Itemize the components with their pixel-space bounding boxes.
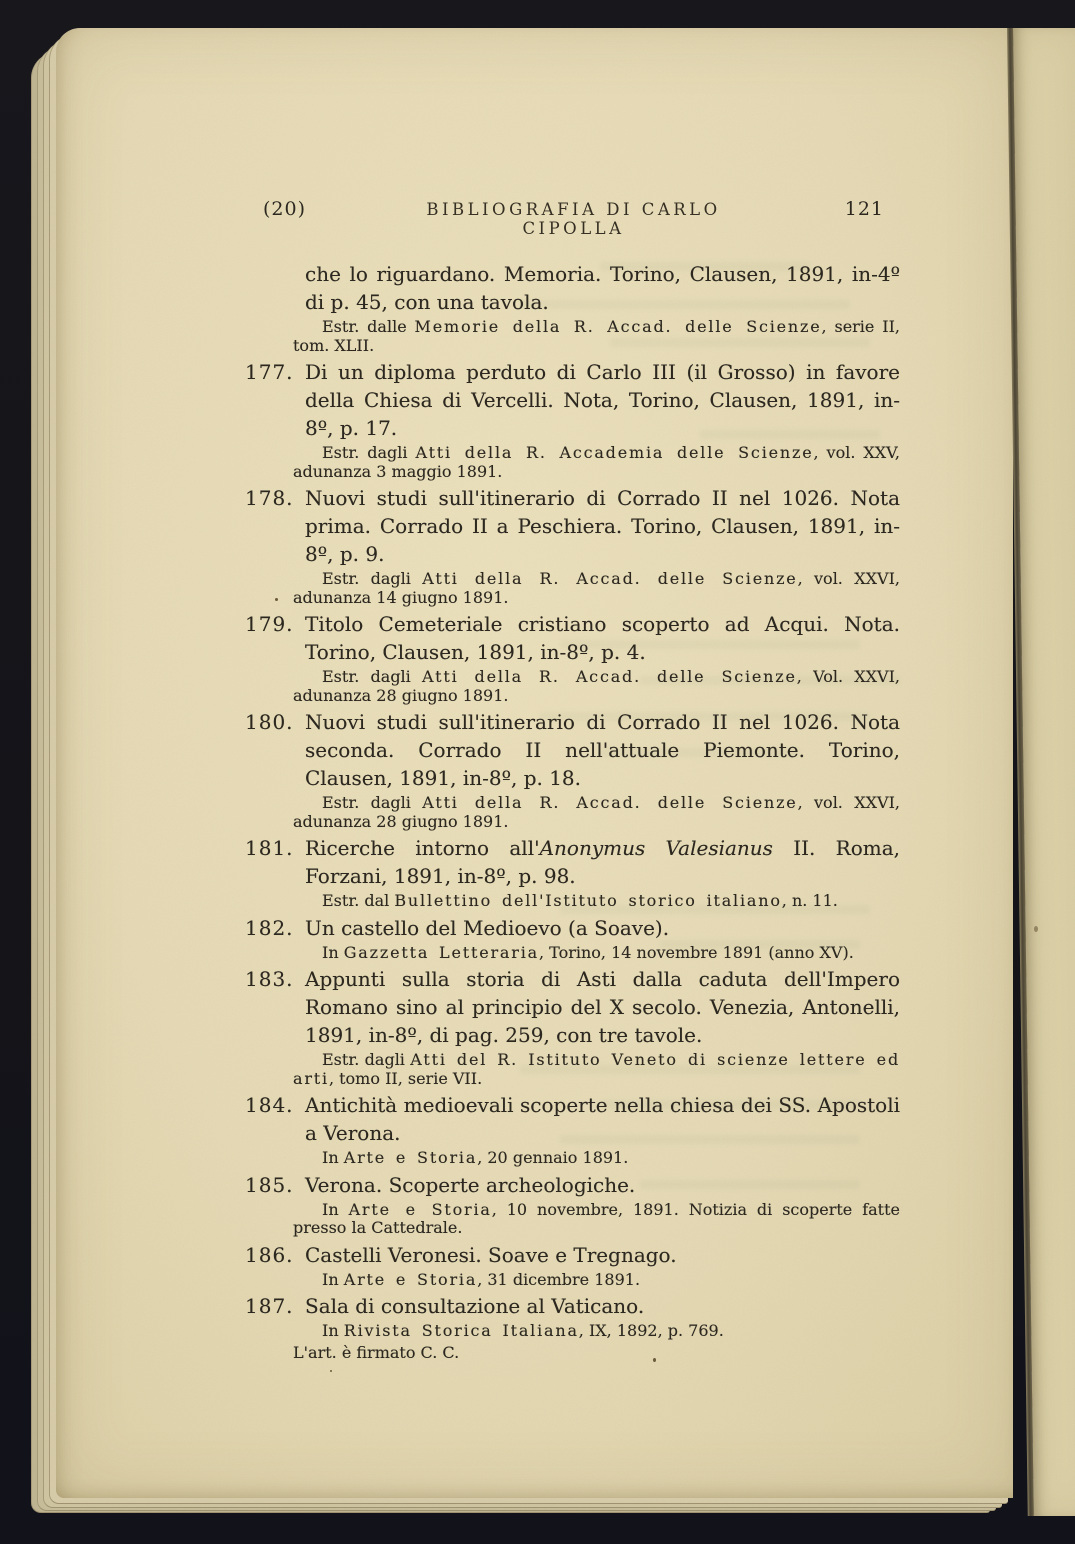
text-segment: Verona. Scoperte archeologiche. — [305, 1172, 636, 1197]
entry-title — [305, 360, 900, 440]
entry-note — [293, 570, 900, 607]
entry-number: 186. — [245, 1242, 294, 1267]
text-segment: Atti del R. Istituto Veneto di scienze lettere ed arti — [293, 1050, 900, 1088]
entry-title — [305, 262, 900, 314]
bibliography-entry — [245, 834, 900, 911]
entry-number: 182. — [245, 915, 294, 940]
bibliography-entry — [245, 484, 900, 607]
entry-number: 184. — [245, 1093, 294, 1117]
text-segment: In — [322, 942, 344, 962]
entry-title — [305, 710, 900, 790]
entry-title — [305, 836, 900, 888]
entry-number: 187. — [245, 1294, 294, 1318]
entry-note — [293, 668, 900, 705]
bibliography-entry — [245, 1171, 900, 1238]
text-segment: Antichità medioevali scoperte nella chiesa dei SS. Apostoli a Verona. — [305, 1093, 900, 1145]
text-segment: Castelli Veronesi. Soave e Tregnago. — [305, 1242, 677, 1267]
text-segment: L'art. è firmato C. C. — [293, 1342, 460, 1362]
text-segment: Sala di consultazione al Vaticano. — [305, 1294, 645, 1318]
entry-note — [293, 1051, 900, 1088]
entry-number: 179. — [245, 612, 294, 636]
text-segment: Atti della R. Accademia delle Scienze — [415, 443, 814, 462]
text-segment: , vol. XXVI, adunanza 28 giugno 1891. — [293, 793, 900, 831]
text-segment: , tomo II, serie VII. — [328, 1068, 483, 1088]
bibliography-entry — [245, 358, 900, 481]
text-segment: Estr. dal — [322, 891, 395, 910]
text-segment: , 31 dicembre 1891. — [477, 1269, 641, 1289]
text-segment: Nuovi studi sull'itinerario di Corrado II nel 1026. Nota prima. Corrado II a Peschiera. Torino, Clausen, 1891, in-8º, p. 9. — [305, 486, 900, 566]
entry-title — [305, 967, 900, 1047]
entry-number: 183. — [245, 967, 294, 991]
entry-note — [293, 794, 900, 831]
text-segment: Arte e Storia — [348, 1199, 492, 1219]
text-segment: Anonymus Valesianus — [539, 836, 773, 860]
entry-note — [293, 1149, 900, 1168]
entry-note — [293, 1201, 900, 1238]
entry-note — [293, 1322, 900, 1341]
text-segment: Atti della R. Accad. delle Scienze — [422, 667, 797, 686]
text-segment: Arte e Storia — [343, 1148, 478, 1167]
text-segment: Ricerche intorno all' — [305, 836, 540, 860]
text-segment: , vol. XXVI, adunanza 14 giugno 1891. — [293, 569, 900, 607]
text-segment: Estr. dagli — [322, 443, 416, 462]
running-head — [245, 198, 900, 238]
text-segment: , 20 gennaio 1891. — [477, 1148, 629, 1167]
text-segment: Rivista Storica Italiana — [343, 1321, 579, 1340]
text-segment: Bullettino dell'Istituto storico italiano — [394, 891, 782, 910]
entry-title — [305, 486, 900, 566]
text-segment: , Vol. XXVI, adunanza 28 giugno 1891. — [293, 667, 901, 705]
bibliography-entry — [245, 914, 900, 963]
text-segment: Titolo Cemeteriale cristiano scoperto ad Acqui. Nota. Torino, Clausen, 1891, in-8º, p. 4. — [305, 612, 900, 664]
text-segment: Arte e Storia — [343, 1269, 478, 1289]
entry-number: 178. — [245, 486, 294, 510]
text-segment: che lo riguardano. Memoria. Torino, Clausen, 1891, in-4º di p. 45, con una tavola. — [305, 262, 900, 314]
bibliography-entry — [245, 708, 900, 831]
bibliography-entry — [245, 1091, 900, 1168]
entry-number: 177. — [245, 360, 294, 384]
text-segment: In — [322, 1148, 344, 1167]
entry-title — [305, 612, 900, 664]
bibliography-entry — [245, 1241, 900, 1290]
text-segment: In — [322, 1199, 349, 1219]
entry-note — [293, 892, 900, 911]
text-segment: , n. 11. — [781, 891, 838, 910]
text-segment: , 10 novembre, 1891. Notizia di scoperte fatte presso la Cattedrale. — [293, 1199, 900, 1237]
paper-speck — [1034, 926, 1038, 932]
entry-note — [293, 1344, 900, 1363]
text-segment: , serie II, tom. XLII. — [293, 317, 900, 355]
text-segment: , IX, 1892, p. 769. — [578, 1321, 724, 1340]
bibliography-entry — [245, 1292, 900, 1362]
entry-note — [293, 444, 900, 481]
text-segment: Gazzetta Letteraria — [343, 942, 539, 962]
text-segment: , Torino, 14 novembre 1891 (anno XV). — [538, 942, 854, 962]
entry-title — [305, 1294, 644, 1318]
entry-note — [293, 1271, 900, 1290]
running-title: BIBLIOGRAFIA DI CARLO CIPOLLA — [426, 200, 721, 238]
text-segment: Un castello del Medioevo (a Soave). — [305, 915, 670, 940]
page-signature: (20) — [263, 198, 307, 220]
book-page — [56, 28, 1013, 1498]
text-segment: Estr. dalle — [322, 317, 415, 336]
entry-title — [305, 1093, 900, 1145]
entry-number: 185. — [245, 1172, 294, 1197]
paper-speck — [330, 1370, 332, 1372]
entry-title — [305, 1243, 677, 1267]
text-segment: Nuovi studi sull'itinerario di Corrado II nel 1026. Nota seconda. Corrado II nell'attuale Piemonte. Torino, Clausen, 1891, in-8º, p. 18. — [305, 710, 900, 790]
text-segment: , vol. XXV, adunanza 3 maggio 1891. — [293, 443, 901, 481]
bibliography-entry-continuation — [245, 260, 900, 355]
book-gutter — [1007, 28, 1075, 1516]
text-segment: Memorie della R. Accad. delle Scienze — [414, 317, 822, 336]
text-segment: Atti della R. Accad. delle Scienze — [422, 793, 798, 812]
text-segment: Di un diploma perduto di Carlo III (il Grosso) in favore della Chiesa di Vercelli. Nota, Torino, Clausen, 1891, in-8º, p. 17. — [305, 360, 900, 440]
text-segment: Atti della R. Accad. delle Scienze — [422, 569, 798, 588]
page-number: 121 — [844, 198, 884, 220]
bibliography-entry — [245, 965, 900, 1088]
entry-note — [293, 944, 900, 963]
entry-number: 180. — [245, 710, 294, 734]
text-segment: In — [322, 1269, 344, 1289]
text-segment: Estr. dagli — [322, 1050, 411, 1069]
entry-list — [245, 260, 900, 1362]
text-segment: II. Roma, Forzani, 1891, in-8º, p. 98. — [305, 836, 901, 888]
entry-title — [305, 1173, 635, 1197]
bibliography-entry — [245, 610, 900, 705]
text-segment: Estr. dagli — [322, 569, 423, 588]
page-text-block — [245, 198, 900, 1365]
entry-number: 181. — [245, 836, 294, 860]
text-segment: Appunti sulla storia di Asti dalla caduta dell'Impero Romano sino al principio del X secolo. Venezia, Antonelli, 1891, in-8º, di pag. 259, con tre tavole. — [305, 967, 900, 1047]
text-segment: Estr. dagli — [322, 667, 423, 686]
text-segment: Estr. dagli — [322, 793, 423, 812]
text-segment: In — [322, 1321, 344, 1340]
entry-title — [305, 916, 669, 940]
entry-note — [293, 318, 900, 355]
